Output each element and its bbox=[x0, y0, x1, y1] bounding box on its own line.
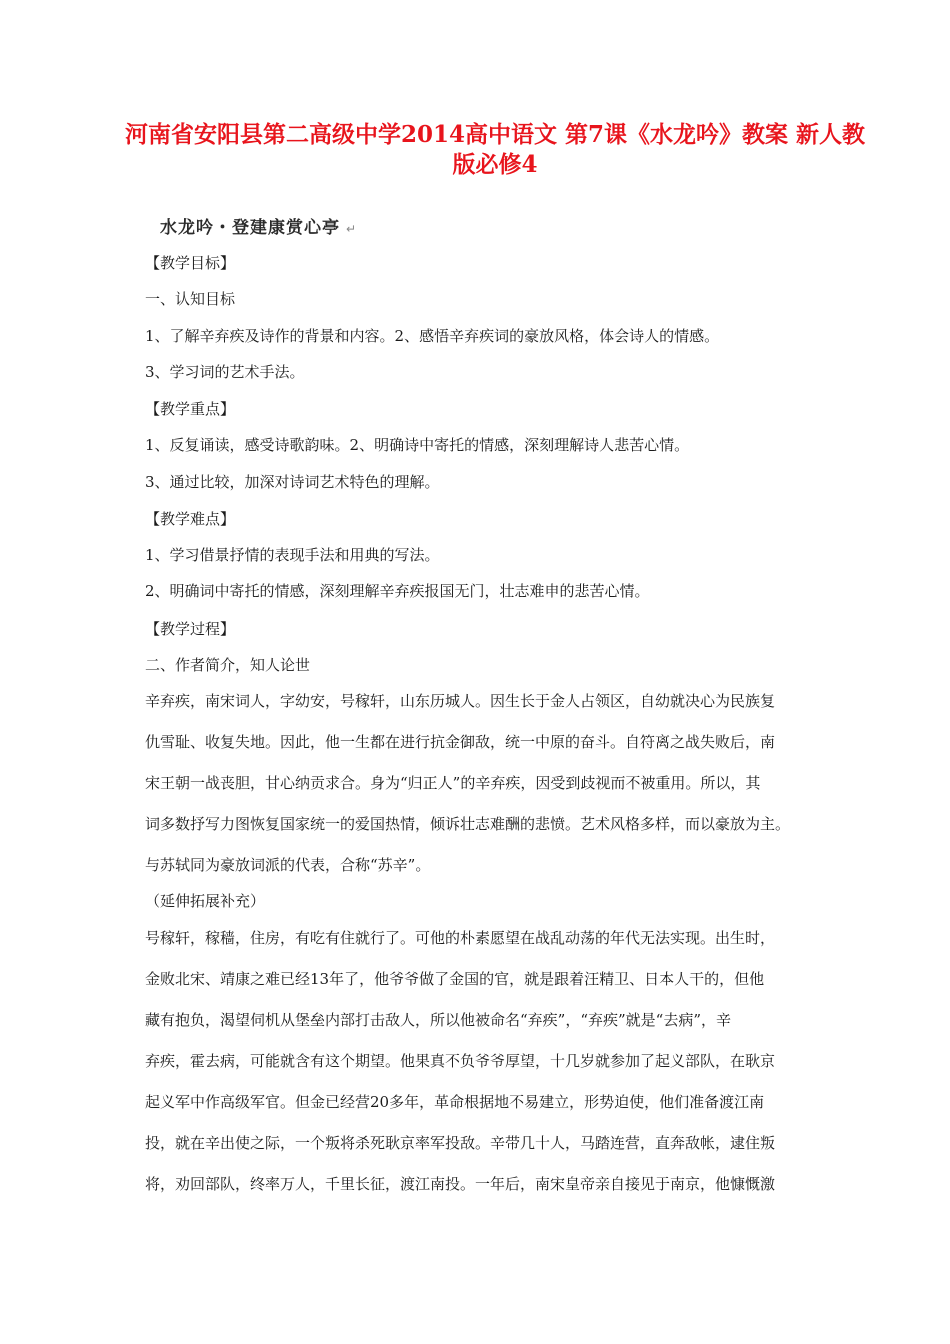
focus-line-2: 3、通过比较，加深对诗词艺术特色的理解。 bbox=[145, 473, 440, 491]
goals-subheading: 一、认知目标 bbox=[145, 290, 236, 308]
difficulty-line-2: 2、明确词中寄托的情感，深刻理解辛弃疾报国无门，壮志难申的悲苦心情。 bbox=[145, 582, 650, 600]
goals-line-2: 3、学习词的艺术手法。 bbox=[145, 363, 305, 381]
bio-line: 仇雪耻、收复失地。因此，他一生都在进行抗金御敌，统一中原的奋斗。自符离之战失败后，南 bbox=[145, 733, 776, 751]
extension-line: 将，劝回部队，终率万人，千里长征，渡江南投。一年后，南宋皇帝亲自接见于南京，他慷慨激 bbox=[145, 1175, 776, 1193]
extension-line: 起义军中作高级军官。但金已经营20多年，革命根据地不易建立，形势迫使，他们准备渡江南 bbox=[145, 1093, 765, 1111]
extension-line: 号稼轩，稼穑，住房，有吃有住就行了。可他的朴素愿望在战乱动荡的年代无法实现。出生时， bbox=[145, 929, 776, 947]
goals-heading: 【教学目标】 bbox=[145, 254, 236, 272]
poem-title-heading bbox=[160, 213, 357, 238]
extension-line: 投，就在辛出使之际，一个叛将杀死耿京率军投敌。辛带几十人，马踏连营，直奔敌帐，逮住叛 bbox=[145, 1134, 776, 1152]
poem-title-text: 水龙吟・登建康赏心亭 bbox=[160, 218, 340, 238]
goals-line-1: 1、了解辛弃疾及诗作的背景和内容。2、感悟辛弃疾词的豪放风格，体会诗人的情感。 bbox=[145, 327, 720, 345]
focus-heading: 【教学重点】 bbox=[145, 400, 236, 418]
extension-heading: （延伸拓展补充） bbox=[145, 892, 266, 910]
process-subheading: 二、作者简介，知人论世 bbox=[145, 656, 311, 674]
extension-line: 金败北宋、靖康之难已经13年了，他爷爷做了金国的官，就是跟着汪精卫、日本人干的，但他 bbox=[145, 970, 765, 988]
paragraph-mark-icon: ↵ bbox=[346, 222, 358, 236]
document-title: 河南省安阳县第二高级中学2014高中语文 第7课《水龙吟》教案 新人教版必修4 bbox=[124, 121, 866, 178]
extension-line: 弃疾，霍去病，可能就含有这个期望。他果真不负爷爷厚望，十几岁就参加了起义部队，在耿京 bbox=[145, 1052, 776, 1070]
bio-line: 辛弃疾，南宋词人，字幼安，号稼轩，山东历城人。因生长于金人占领区，自幼就决心为民族复 bbox=[145, 692, 776, 710]
focus-line-1: 1、反复诵读，感受诗歌韵味。2、明确诗中寄托的情感，深刻理解诗人悲苦心情。 bbox=[145, 436, 690, 454]
difficulty-heading: 【教学难点】 bbox=[145, 510, 236, 528]
process-heading: 【教学过程】 bbox=[145, 620, 236, 638]
difficulty-line-1: 1、学习借景抒情的表现手法和用典的写法。 bbox=[145, 546, 440, 564]
extension-line: 藏有抱负，渴望伺机从堡垒内部打击敌人，所以他被命名“弃疾”，“弃疾”就是“去病”，辛 bbox=[145, 1011, 732, 1029]
bio-line: 与苏轼同为豪放词派的代表，合称“苏辛”。 bbox=[145, 856, 431, 874]
bio-line: 词多数抒写力图恢复国家统一的爱国热情，倾诉壮志难酬的悲愤。艺术风格多样，而以豪放为主。 bbox=[145, 815, 791, 833]
bio-line: 宋王朝一战丧胆，甘心纳贡求合。身为“归正人”的辛弃疾，因受到歧视而不被重用。所以，其 bbox=[145, 774, 761, 792]
